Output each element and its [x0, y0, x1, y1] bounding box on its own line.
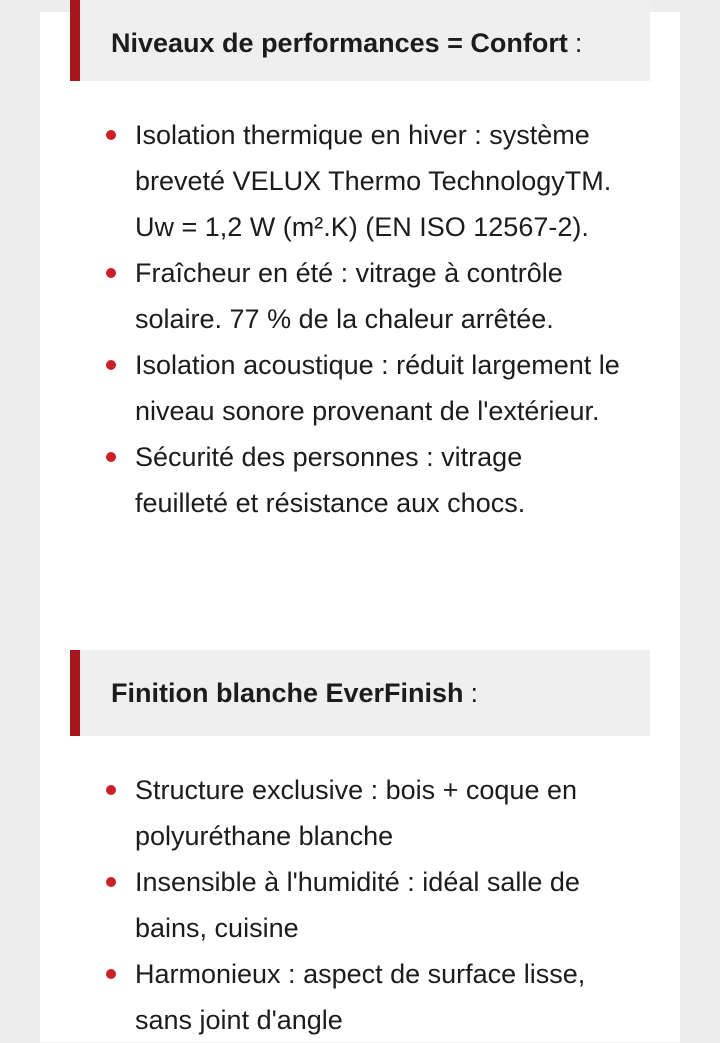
bullet-dot-icon [106, 877, 116, 887]
section-heading-finish [70, 650, 650, 736]
list-item-text: Harmonieux : aspect de surface lisse, sans joint d'angle [135, 959, 586, 1035]
list-item-text: Sécurité des personnes : vitrage feuilleté et résistance aux chocs. [135, 442, 526, 518]
list-item-text: Isolation acoustique : réduit largement le niveau sonore provenant de l'extérieur. [135, 350, 620, 426]
list-item [102, 767, 622, 859]
bullet-dot-icon [106, 130, 116, 140]
performance-feature-list [102, 112, 622, 526]
bullet-dot-icon [106, 969, 116, 979]
list-item-text: Structure exclusive : bois + coque en polyuréthane blanche [135, 775, 577, 851]
section-heading-title: Niveaux de performances = Confort [111, 28, 568, 58]
bullet-dot-icon [106, 785, 116, 795]
list-item [102, 951, 622, 1043]
bullet-dot-icon [106, 268, 116, 278]
list-item-text: Fraîcheur en été : vitrage à contrôle solaire. 77 % de la chaleur arrêtée. [135, 258, 563, 334]
finish-feature-list [102, 767, 622, 1043]
bullet-dot-icon [106, 360, 116, 370]
list-item-text: Insensible à l'humidité : idéal salle de bains, cuisine [135, 867, 580, 943]
list-item-text: Isolation thermique en hiver : système breveté VELUX Thermo TechnologyTM. Uw = 1,2 W (m².K) (EN ISO 12567-2). [135, 120, 612, 242]
section-heading-performance [70, 0, 650, 81]
list-item [102, 342, 622, 434]
bullet-dot-icon [106, 452, 116, 462]
list-item [102, 859, 622, 951]
list-item [102, 112, 622, 250]
section-heading-title: Finition blanche EverFinish [111, 677, 464, 708]
list-item [102, 250, 622, 342]
section-heading-colon: : [470, 677, 479, 708]
section-heading-colon: : [574, 28, 583, 58]
content-card [40, 12, 680, 1042]
list-item [102, 434, 622, 526]
